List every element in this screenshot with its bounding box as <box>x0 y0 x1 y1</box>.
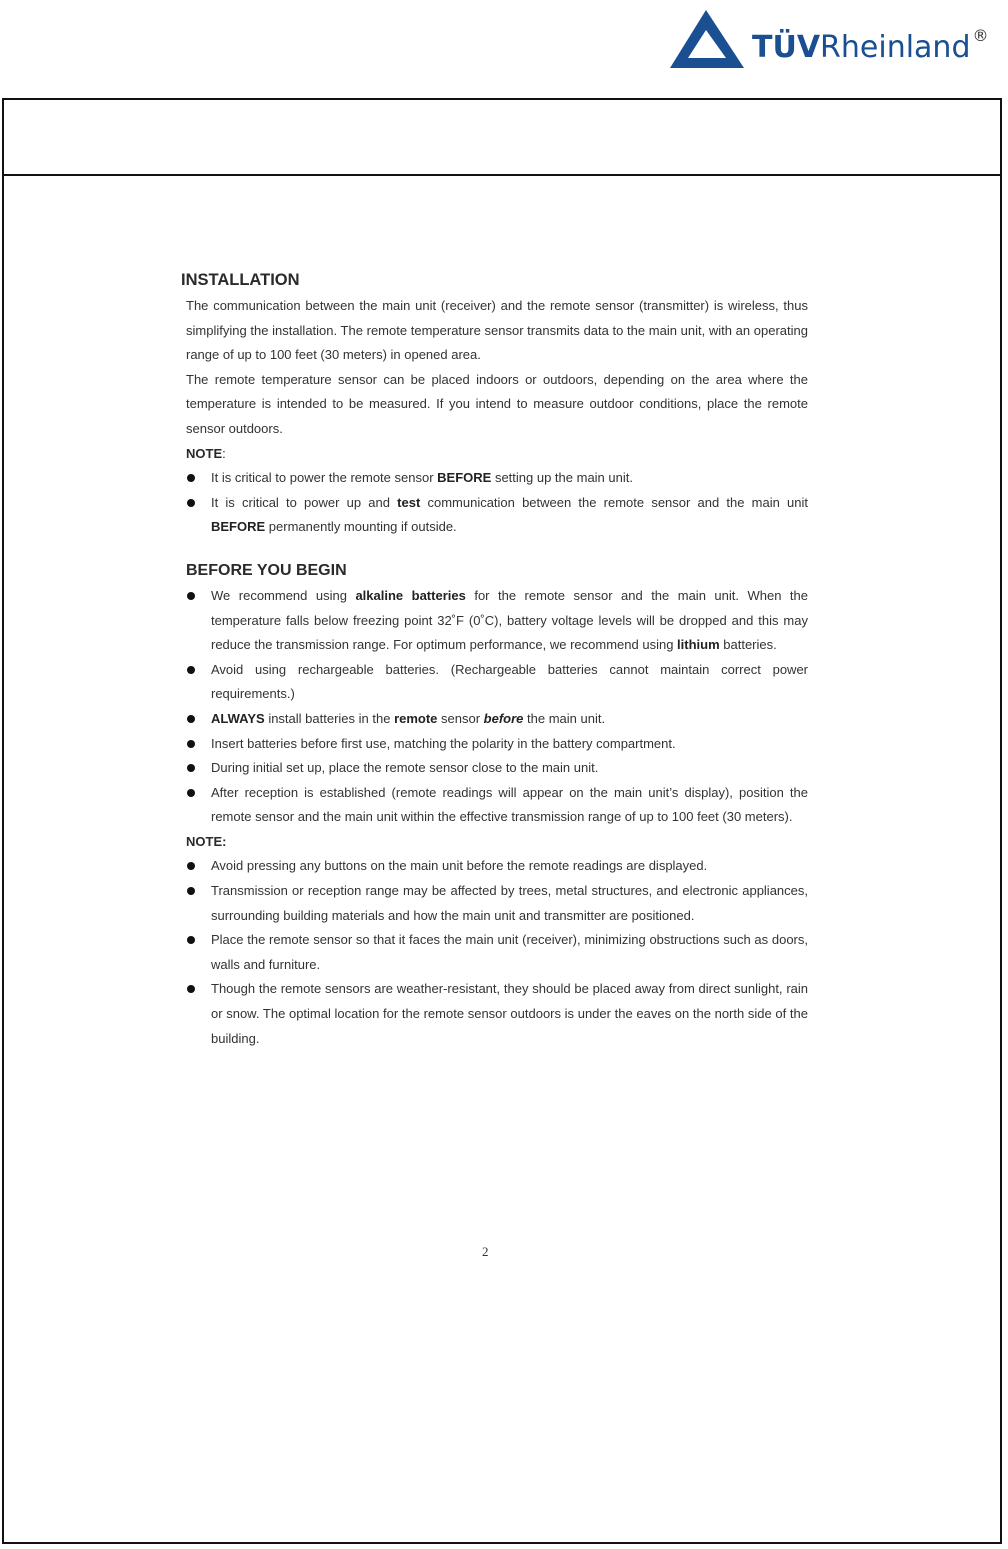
before-you-begin-list <box>186 584 808 830</box>
installation-note-list <box>186 466 808 540</box>
list-item: Though the remote sensors are weather-resistant, they should be placed away from direct sunlight, rain or snow. The optimal location for the remote sensor outdoors is under the eaves on the north side of the building. <box>186 977 808 1051</box>
list-item: After reception is established (remote readings will appear on the main unit’s display), position the remote sensor and the main unit within the effective transmission range of up to 100 feet (30 meters). <box>186 781 808 830</box>
before-you-begin-note-list <box>186 854 808 1051</box>
list-item: During initial set up, place the remote sensor close to the main unit. <box>186 756 808 781</box>
tuv-rheinland-logo <box>670 8 1000 72</box>
before-you-begin-note-label: NOTE: <box>186 833 227 849</box>
list-item: We recommend using alkaline batteries for the remote sensor and the main unit. When the temperature falls below freezing point 32˚F (0˚C), battery voltage levels will be dropped and this may reduce the transmission range. For optimum performance, we recommend using lithium batteries. <box>186 584 808 658</box>
installation-paragraph-2: The remote temperature sensor can be placed indoors or outdoors, depending on the area where the temperature is intended to be measured. If you intend to measure outdoor conditions, place the remote sensor outdoors. <box>186 371 808 436</box>
list-item: Avoid using rechargeable batteries. (Rechargeable batteries cannot maintain correct power requirements.) <box>186 658 808 707</box>
list-item: Transmission or reception range may be affected by trees, metal structures, and electronic appliances, surrounding building materials and how the main unit and transmitter are positioned. <box>186 879 808 928</box>
triangle-logo-icon <box>670 8 750 72</box>
page-number: 2 <box>482 1244 489 1259</box>
installation-paragraph-1: The communication between the main unit (receiver) and the remote sensor (transmitter) is wireless, thus simplifying the installation. The remote temperature sensor transmits data to the main unit, with an operating range of up to 100 feet (30 meters) in opened area. <box>186 298 808 363</box>
list-item: Insert batteries before first use, matching the polarity in the battery compartment. <box>186 732 808 757</box>
list-item: Place the remote sensor so that it faces the main unit (receiver), minimizing obstructions such as doors, walls and furniture. <box>186 928 808 977</box>
list-item: ALWAYS install batteries in the remote sensor before the main unit. <box>186 707 808 732</box>
list-item: It is critical to power the remote sensor BEFORE setting up the main unit. <box>186 466 808 491</box>
header-row <box>4 100 1000 176</box>
manual-page-content <box>181 268 808 1051</box>
list-item: Avoid pressing any buttons on the main unit before the remote readings are displayed. <box>186 854 808 879</box>
installation-note-label: NOTE: <box>186 445 226 461</box>
logo-wordmark: TÜVRheinland ® <box>752 26 989 65</box>
installation-heading: INSTALLATION <box>181 271 300 289</box>
before-you-begin-heading: BEFORE YOU BEGIN <box>186 561 347 579</box>
list-item: It is critical to power up and test communication between the remote sensor and the main unit BEFORE permanently mounting if outside. <box>186 491 808 540</box>
